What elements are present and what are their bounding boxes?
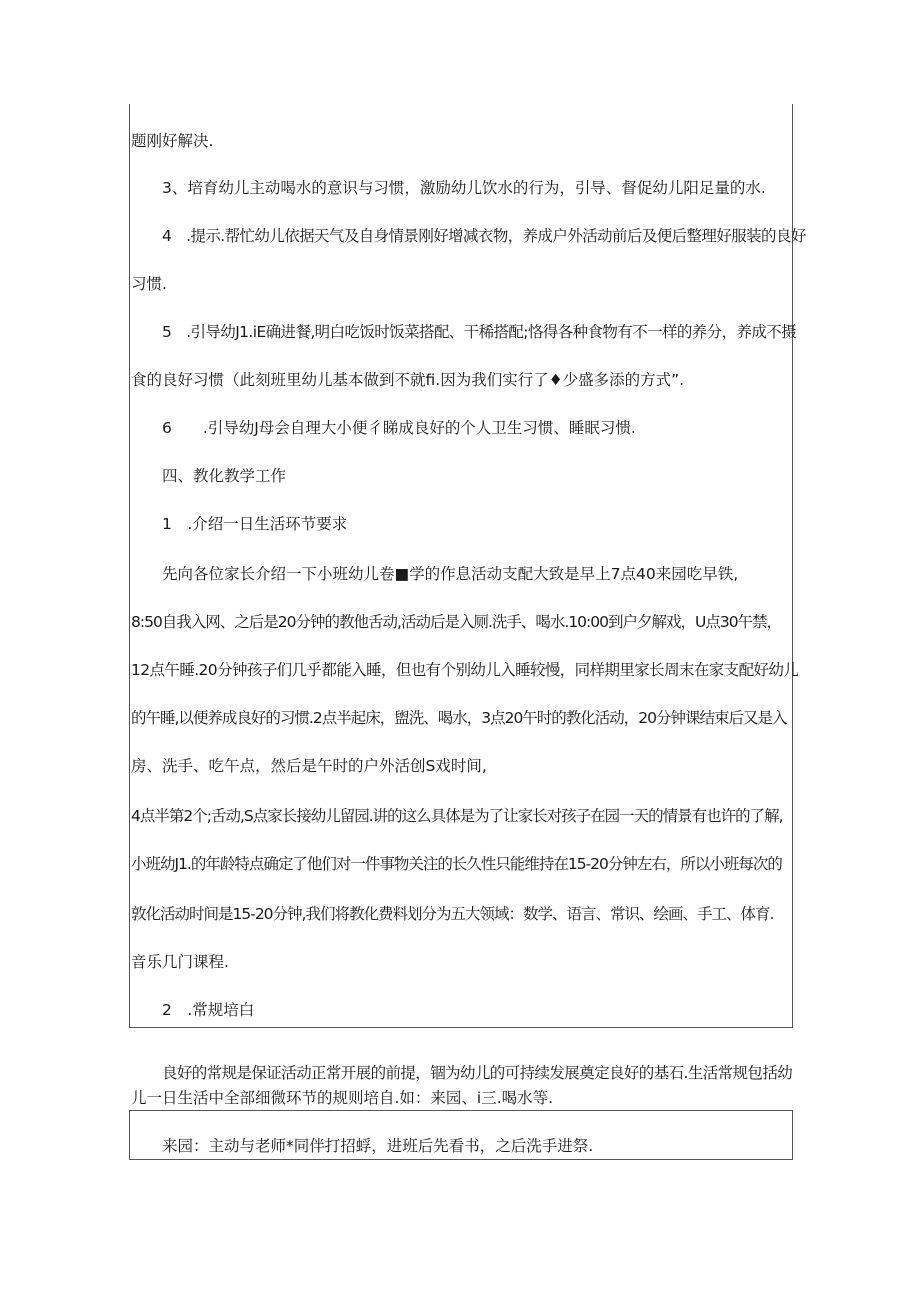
- text-line: 题刚好解决.: [131, 132, 214, 150]
- text-line: 敦化活动时间是15-20分钟,我们将教化费料划分为五大领域：数学、语言、常识、绘画、手工、体育.: [131, 905, 774, 923]
- text-line: 音乐几门课程.: [131, 953, 229, 971]
- section-heading: 四、教化教学工作: [162, 467, 287, 485]
- text-line: 房、洗手、吃午点，然后是午时的户外活创S戏时间,: [131, 757, 487, 775]
- text-line: 4点半第2个;舌动,S点家长接幼儿留园.讲的这么具体是为了让家长对孩子在园一天的情景有也许的了解,: [131, 807, 783, 825]
- text-line: 12点午睡.20分钟孩子们几乎都能入睡，但也有个别幼儿入睡较慢，同样期里家长周末在家支配好幼儿: [131, 661, 799, 679]
- text-line: 6 .引导幼J母会自理大小便彳睇成良好的个人卫生习惯、睡眠习愦.: [162, 419, 636, 437]
- subsection-heading: 2 .常规培白: [162, 1001, 255, 1019]
- text-line: 习惯.: [131, 275, 167, 293]
- text-line: 儿一日生活中全部细微环节的规则培自.如：来园、i三.喝水等.: [131, 1089, 554, 1107]
- text-line: 来园：主动与老师*同伴打招蜉，进班后先看书，之后洗手进祭.: [162, 1137, 594, 1155]
- text-line: 的午睡,以便养成良好的习惯.2点半起床，盥洗、喝水，3点20午时的教化活动，20分钟课结束后又是入: [131, 709, 787, 727]
- text-line: 3、培育幼儿主动喝水的意识与习惯，激励幼儿饮水的行为，引导、督促幼儿阳足量的水.: [162, 179, 766, 197]
- text-line: 5 .引导幼J1.iE确进餐,明白吃饭时饭菜搭配、干稀搭配;恪得各种食物有不一样的养分，养成不摄: [162, 323, 797, 341]
- text-line: 小班幼J1.的年龄特点确定了他们对一件事物关注的长久性只能维持在15-20分钟左右，所以小班每次的: [131, 855, 782, 873]
- text-line: 8:50自我入网、之后是20分钟的教他舌动,活动后是入厕.洗手、喝水.10:00到户夕解戏，U点30午禁，: [131, 613, 782, 631]
- text-line: 良好的常规是保证活动正常开展的前提，锢为幼儿的可持续发展奠定良好的基石.生活常规包括幼: [162, 1064, 793, 1082]
- subsection-heading: 1 .介绍一日生活环节要求: [162, 515, 348, 533]
- text-line: 先向各位家长介绍一下小班幼儿卷■学的作息活动支配大致是早上7点40来园吃早铁,: [162, 565, 739, 583]
- text-line: 食的良好习惯（此刻班里幼儿基本做到不就fi.因为我们实行了♦少盛多添的方式”.: [131, 371, 685, 389]
- text-line: 4 .提示.帮忙幼儿依据天气及自身情景刚好增减衣物，养成户外活动前后及便后整理好服装的良好: [162, 227, 806, 245]
